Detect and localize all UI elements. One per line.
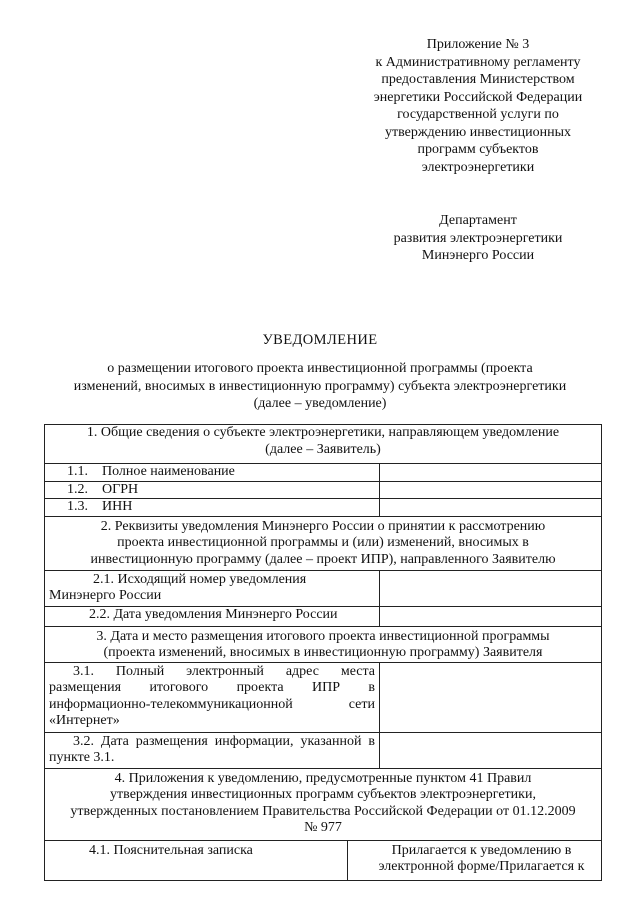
subtitle-line: изменений, вносимых в инвестиционную программу) субъекта электроэнергетики [73, 378, 567, 394]
section-2-line: инвестиционную программу (далее – проект ИПР), направленного Заявителю [90, 551, 556, 567]
section-4-line: № 977 [304, 820, 342, 835]
addressee-line: развития электроэнергетики [393, 230, 563, 246]
section-4-line: 4. Приложения к уведомлению, предусмотренные пунктом 41 Правил [114, 770, 532, 786]
document-subtitle [60, 360, 580, 413]
appendix-line: программ субъектов [417, 142, 539, 157]
row-label: ОГРН [102, 481, 139, 497]
addressee-line: Департамент [439, 213, 517, 228]
row-label: Полное наименование [102, 464, 235, 479]
row-number: 1.1. [67, 464, 88, 479]
value-line: электронной форме/Прилагается к [378, 859, 585, 874]
full-name-field[interactable] [380, 464, 602, 482]
document-title: УВЕДОМЛЕНИЕ [262, 332, 378, 348]
notification-form-table [44, 424, 602, 881]
row-4-1-label: 4.1. Пояснительная записка [45, 840, 348, 880]
addressee-block [378, 212, 578, 265]
section-4-line: утвержденных постановлением Правительства Российской Федерации от 01.12.2009 [70, 803, 576, 819]
explanatory-note-value [348, 840, 602, 880]
row-1-1-label [45, 464, 380, 482]
section-1-line: 1. Общие сведения о субъекте электроэнергетики, направляющем уведомление [86, 425, 560, 440]
section-2-header [45, 516, 602, 570]
outgoing-number-field[interactable] [380, 570, 602, 606]
appendix-line: электроэнергетики [421, 159, 535, 175]
placement-date-field[interactable] [380, 732, 602, 768]
row-2-1-line: 2.1. Исходящий номер уведомления [93, 571, 307, 587]
row-2-2-label: 2.2. Дата уведомления Минэнерго России [45, 606, 380, 626]
appendix-line: энергетики Российской Федерации [373, 89, 583, 105]
inn-field[interactable] [380, 499, 602, 517]
section-3-header [45, 626, 602, 662]
ogrn-field[interactable] [380, 481, 602, 499]
section-3-line: 3. Дата и место размещения итогового проекта инвестиционной программы [96, 628, 550, 644]
row-label: ИНН [102, 499, 133, 514]
appendix-line: предоставления Министерством [381, 72, 575, 87]
section-1-header [45, 425, 602, 464]
notification-date-field[interactable] [380, 606, 602, 626]
section-2-line: проекта инвестиционной программы и (или) изменений, вносимых в [117, 535, 529, 550]
appendix-line: государственной услуги по [397, 107, 559, 122]
row-1-2-label [45, 481, 380, 499]
section-2-line: 2. Реквизиты уведомления Минэнерго России о принятии к рассмотрению [100, 518, 546, 534]
subtitle-line: о размещении итогового проекта инвестиционной программы (проекта [107, 361, 533, 376]
appendix-line: Приложение № 3 [426, 37, 530, 52]
internet-address-field[interactable] [380, 662, 602, 732]
value-line: Прилагается к уведомлению в [391, 842, 572, 858]
row-3-2-label: 3.2. Дата размещения информации, указанной в пункте 3.1. [45, 732, 380, 768]
section-1-line: (далее – Заявитель) [265, 441, 381, 457]
addressee-line: Минэнерго России [421, 248, 535, 263]
row-number: 1.3. [67, 499, 88, 514]
section-4-header [45, 768, 602, 840]
row-1-3-label [45, 499, 380, 517]
section-3-line: (проекта изменений, вносимых в инвестиционную программу) Заявителя [103, 645, 543, 660]
appendix-line: утверждению инвестиционных [384, 124, 572, 140]
section-4-line: утверждения инвестиционных программ субъектов электроэнергетики, [110, 787, 536, 802]
appendix-line: к Административному регламенту [375, 54, 581, 70]
row-2-1-line: Минэнерго России [49, 588, 162, 603]
row-3-1-label: 3.1. Полный электронный адрес места размещения итогового проекта ИПР в информационно-телекоммуникационной сети «Интернет» [45, 662, 380, 732]
row-number: 1.2. [67, 481, 88, 497]
appendix-header [358, 36, 598, 176]
row-2-1-label [45, 570, 380, 606]
subtitle-line: (далее – уведомление) [253, 396, 387, 411]
